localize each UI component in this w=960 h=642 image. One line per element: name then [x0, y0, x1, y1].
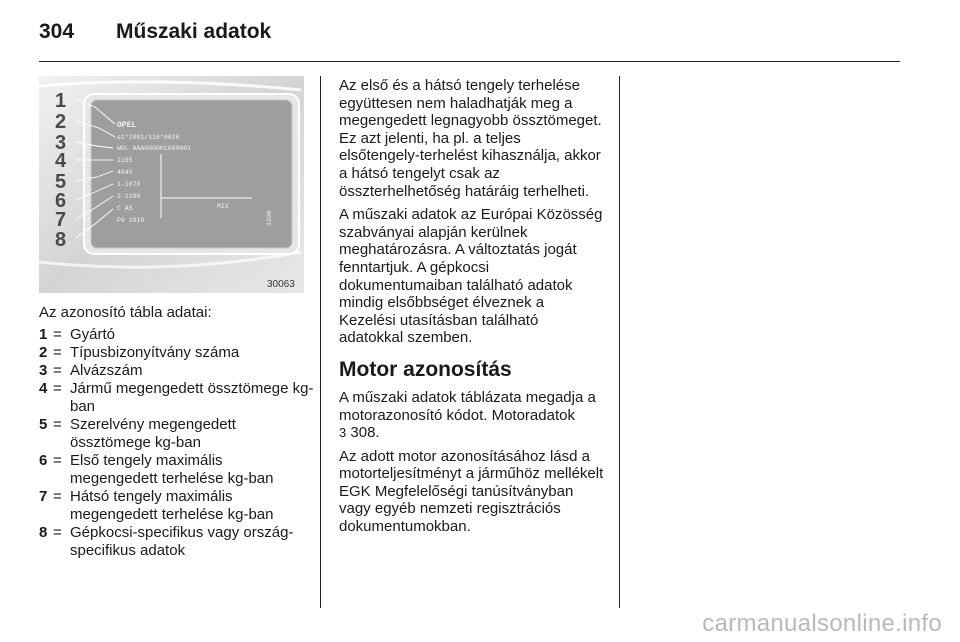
- standards-paragraph: A műszaki adatok az Európai Közösség szabványai alapján kerülnek meghatározásra. A változtatás jogát fenntartjuk. A gépkocsi dokumentumaiban található adatok mindig elsőbbséget élveznek a Kezelési utasításban található adatokkal szemben.: [339, 206, 603, 347]
- legend-item: [39, 488, 314, 524]
- plate-line-manufacturer: OPEL: [117, 121, 137, 130]
- legend-text: Gépkocsi-specifikus vagy ország-specifikus adatok: [70, 524, 294, 559]
- legend-eq: =: [53, 452, 62, 469]
- legend-eq: =: [53, 326, 62, 343]
- callout-5: 5: [55, 171, 67, 193]
- callout-6: 6: [55, 190, 67, 212]
- plate-vertical-value: 1390: [266, 210, 273, 226]
- legend-item: [39, 344, 314, 362]
- identification-plate-illustration: [39, 76, 304, 293]
- legend-eq: =: [53, 416, 62, 433]
- axle-load-paragraph: Az első és a hátsó tengely terhelése együttesen nem haladhatják meg a megengedett legnagyobb össztömeget. Ez azt jelenti, ha pl. a teljes elsőtengely-terhelést kihasználja, akkor a hátsó tengelyt csak az összterhelhetőség határáig terhelheti.: [339, 77, 602, 200]
- legend-item: [39, 362, 314, 380]
- legend-item: [39, 452, 314, 488]
- legend-item: [39, 416, 314, 452]
- plate-line-gross-weight: 2165: [117, 157, 133, 164]
- page-ref-arrow-icon: 3: [339, 425, 347, 441]
- legend-num: 8: [39, 524, 48, 541]
- callout-3: 3: [55, 132, 67, 154]
- legend-eq: =: [53, 524, 62, 541]
- legend-text: Hátsó tengely maximális megengedett terhelése kg-ban: [70, 488, 274, 523]
- callout-8: 8: [55, 229, 67, 251]
- legend-text: Jármű megengedett össztömege kg-ban: [70, 380, 314, 415]
- legend-num: 3: [39, 362, 48, 379]
- column-divider-1: [320, 76, 321, 608]
- plate-mid-value: MIX: [217, 203, 229, 210]
- conformity-paragraph: Az adott motor azonosításához lásd a motorteljesítményt a járműhöz mellékelt EGK Megfelelőségi tanúsítványban vagy egyéb nemzeti regisztrációs dokumentumokban.: [339, 447, 604, 536]
- engine-code-text: A műszaki adatok táblázata megadja a motorazonosító kódot. Motoradatok: [339, 388, 596, 424]
- callout-1: 1: [55, 90, 67, 112]
- header-rule: [39, 61, 900, 62]
- callout-2: 2: [55, 111, 67, 133]
- identification-plate-figure: [39, 76, 304, 293]
- figure-id: 30063: [267, 279, 295, 290]
- legend-text: Gyártó: [70, 326, 116, 343]
- legend-num: 5: [39, 416, 48, 433]
- page-number: 304: [39, 20, 75, 43]
- legend-num: 6: [39, 452, 48, 469]
- legend-num: 7: [39, 488, 48, 505]
- legend-eq: =: [53, 344, 62, 361]
- body-column-2: [339, 77, 604, 542]
- section-heading-engine-id: Motor azonosítás: [339, 357, 512, 381]
- legend-eq: =: [53, 488, 62, 505]
- page-title: Műszaki adatok: [116, 20, 272, 43]
- engine-code-paragraph: [339, 389, 604, 442]
- watermark-text: carmanualsonline.info: [702, 610, 942, 637]
- plate-line-front-axle: 1-1070: [117, 181, 141, 188]
- legend-eq: =: [53, 380, 62, 397]
- legend-item: [39, 524, 314, 560]
- legend-eq: =: [53, 362, 62, 379]
- plate-line-specific-2: P9 1018: [117, 217, 145, 224]
- plate-line-rear-axle: 2-1100: [117, 193, 141, 200]
- plate-line-train-weight: 4045: [117, 169, 133, 176]
- callout-4: 4: [55, 150, 67, 172]
- plate-line-specific-1: C AS: [117, 205, 133, 212]
- callout-7: 7: [55, 209, 67, 231]
- legend-num: 1: [39, 326, 48, 343]
- legend-num: 2: [39, 344, 48, 361]
- plate-line-approval: e1*2001/116*0026: [117, 134, 180, 141]
- column-divider-2: [619, 76, 620, 608]
- legend-caption: Az azonosító tábla adatai:: [39, 304, 212, 321]
- legend-text: Szerelvény megengedett össztömege kg-ban: [70, 416, 236, 451]
- legend-list: [39, 326, 314, 560]
- page-ref-link[interactable]: 308.: [350, 424, 380, 442]
- plate-line-vin: W0L AAA0000H1000001: [117, 145, 192, 152]
- legend-item: [39, 380, 314, 416]
- legend-text: Első tengely maximális megengedett terhelése kg-ban: [70, 452, 274, 487]
- legend-item: [39, 326, 314, 344]
- legend-num: 4: [39, 380, 48, 397]
- legend-text: Típusbizonyítvány száma: [70, 344, 240, 361]
- legend-text: Alvázszám: [70, 362, 143, 379]
